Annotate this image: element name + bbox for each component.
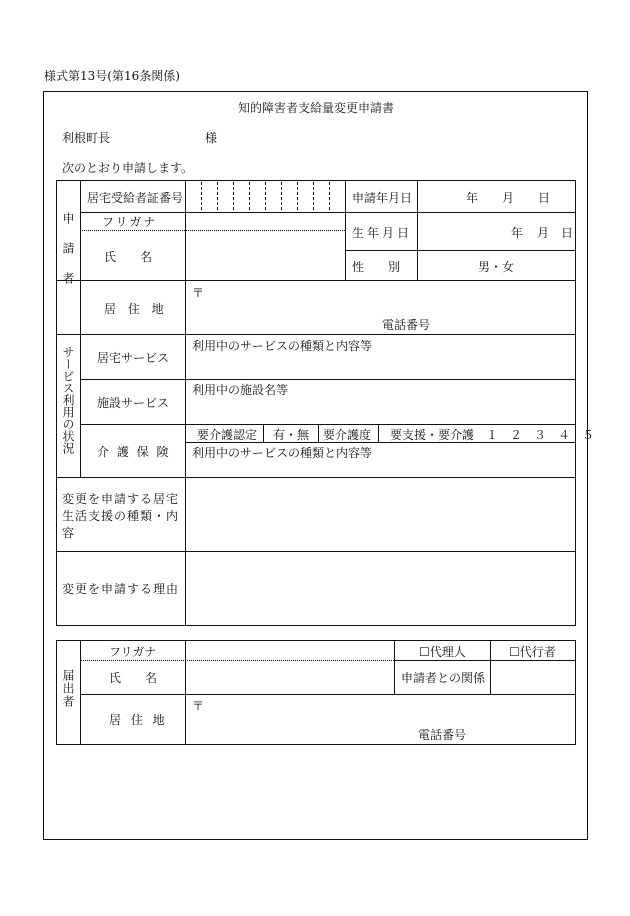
notifier-phone-label: 電話番号 bbox=[418, 728, 467, 742]
notifier-postal-mark: 〒 bbox=[192, 699, 205, 713]
facility-service-label: 施設サービス bbox=[97, 396, 170, 410]
phone-label: 電話番号 bbox=[382, 318, 431, 332]
notifier-address-label: 居 住 地 bbox=[109, 713, 168, 727]
proxy-checkbox[interactable]: ☐代行者 bbox=[509, 645, 556, 659]
application-date-day: 日 bbox=[538, 191, 551, 205]
change-type-label: 変更を申請する居宅生活支援の種類・内容 bbox=[62, 492, 180, 540]
furigana-label: フリガナ bbox=[102, 215, 158, 229]
birthdate-label: 生年月日 bbox=[352, 226, 413, 240]
applicant-section-label: 申請者 bbox=[61, 212, 75, 302]
postal-mark: 〒 bbox=[192, 286, 205, 300]
home-service-note: 利用中のサービスの種類と内容等 bbox=[192, 339, 373, 353]
birthdate-month: 月 bbox=[537, 226, 550, 240]
addressee-office: 利根町長 bbox=[62, 131, 111, 145]
application-date-label: 申請年月日 bbox=[352, 191, 413, 205]
intro-text: 次のとおり申請します。 bbox=[62, 161, 194, 175]
application-date-month: 月 bbox=[502, 191, 515, 205]
form-title: 知的障害者支給量変更申請書 bbox=[238, 101, 395, 115]
birthdate-day: 日 bbox=[561, 226, 574, 240]
care-insurance-label: 介 護 保 険 bbox=[97, 445, 171, 459]
form-number: 様式第13号(第16条関係) bbox=[44, 69, 180, 83]
notifier-name-label: 氏 名 bbox=[109, 671, 158, 685]
name-label: 氏 名 bbox=[104, 250, 153, 264]
care-cert-label: 要介護認定 bbox=[197, 428, 258, 442]
care-level-label: 要介護度 bbox=[323, 428, 372, 442]
care-level-options: 要支援・要介護 １ ２ ３ ４ ５ bbox=[390, 428, 595, 442]
application-date-year: 年 bbox=[466, 191, 479, 205]
home-service-label: 居宅サービス bbox=[97, 351, 170, 365]
addressee-honorific: 様 bbox=[205, 131, 218, 145]
facility-service-note: 利用中の施設名等 bbox=[192, 383, 289, 397]
service-section-label: サービス利用の状況 bbox=[61, 346, 75, 454]
relation-label: 申請者との関係 bbox=[401, 671, 486, 685]
care-service-note: 利用中のサービスの種類と内容等 bbox=[192, 446, 373, 460]
change-reason-label: 変更を申請する理由 bbox=[62, 582, 180, 596]
birthdate-year: 年 bbox=[511, 226, 524, 240]
notifier-section-label: 届出者 bbox=[61, 669, 75, 708]
care-cert-value: 有・無 bbox=[273, 428, 310, 442]
sex-label: 性 別 bbox=[352, 260, 401, 274]
sex-value: 男・女 bbox=[478, 260, 515, 274]
agent-checkbox[interactable]: ☐代理人 bbox=[419, 645, 466, 659]
notifier-furigana-label: フリガナ bbox=[109, 645, 157, 659]
certificate-label: 居宅受給者証番号 bbox=[87, 191, 184, 205]
address-label: 居 住 地 bbox=[104, 302, 168, 316]
